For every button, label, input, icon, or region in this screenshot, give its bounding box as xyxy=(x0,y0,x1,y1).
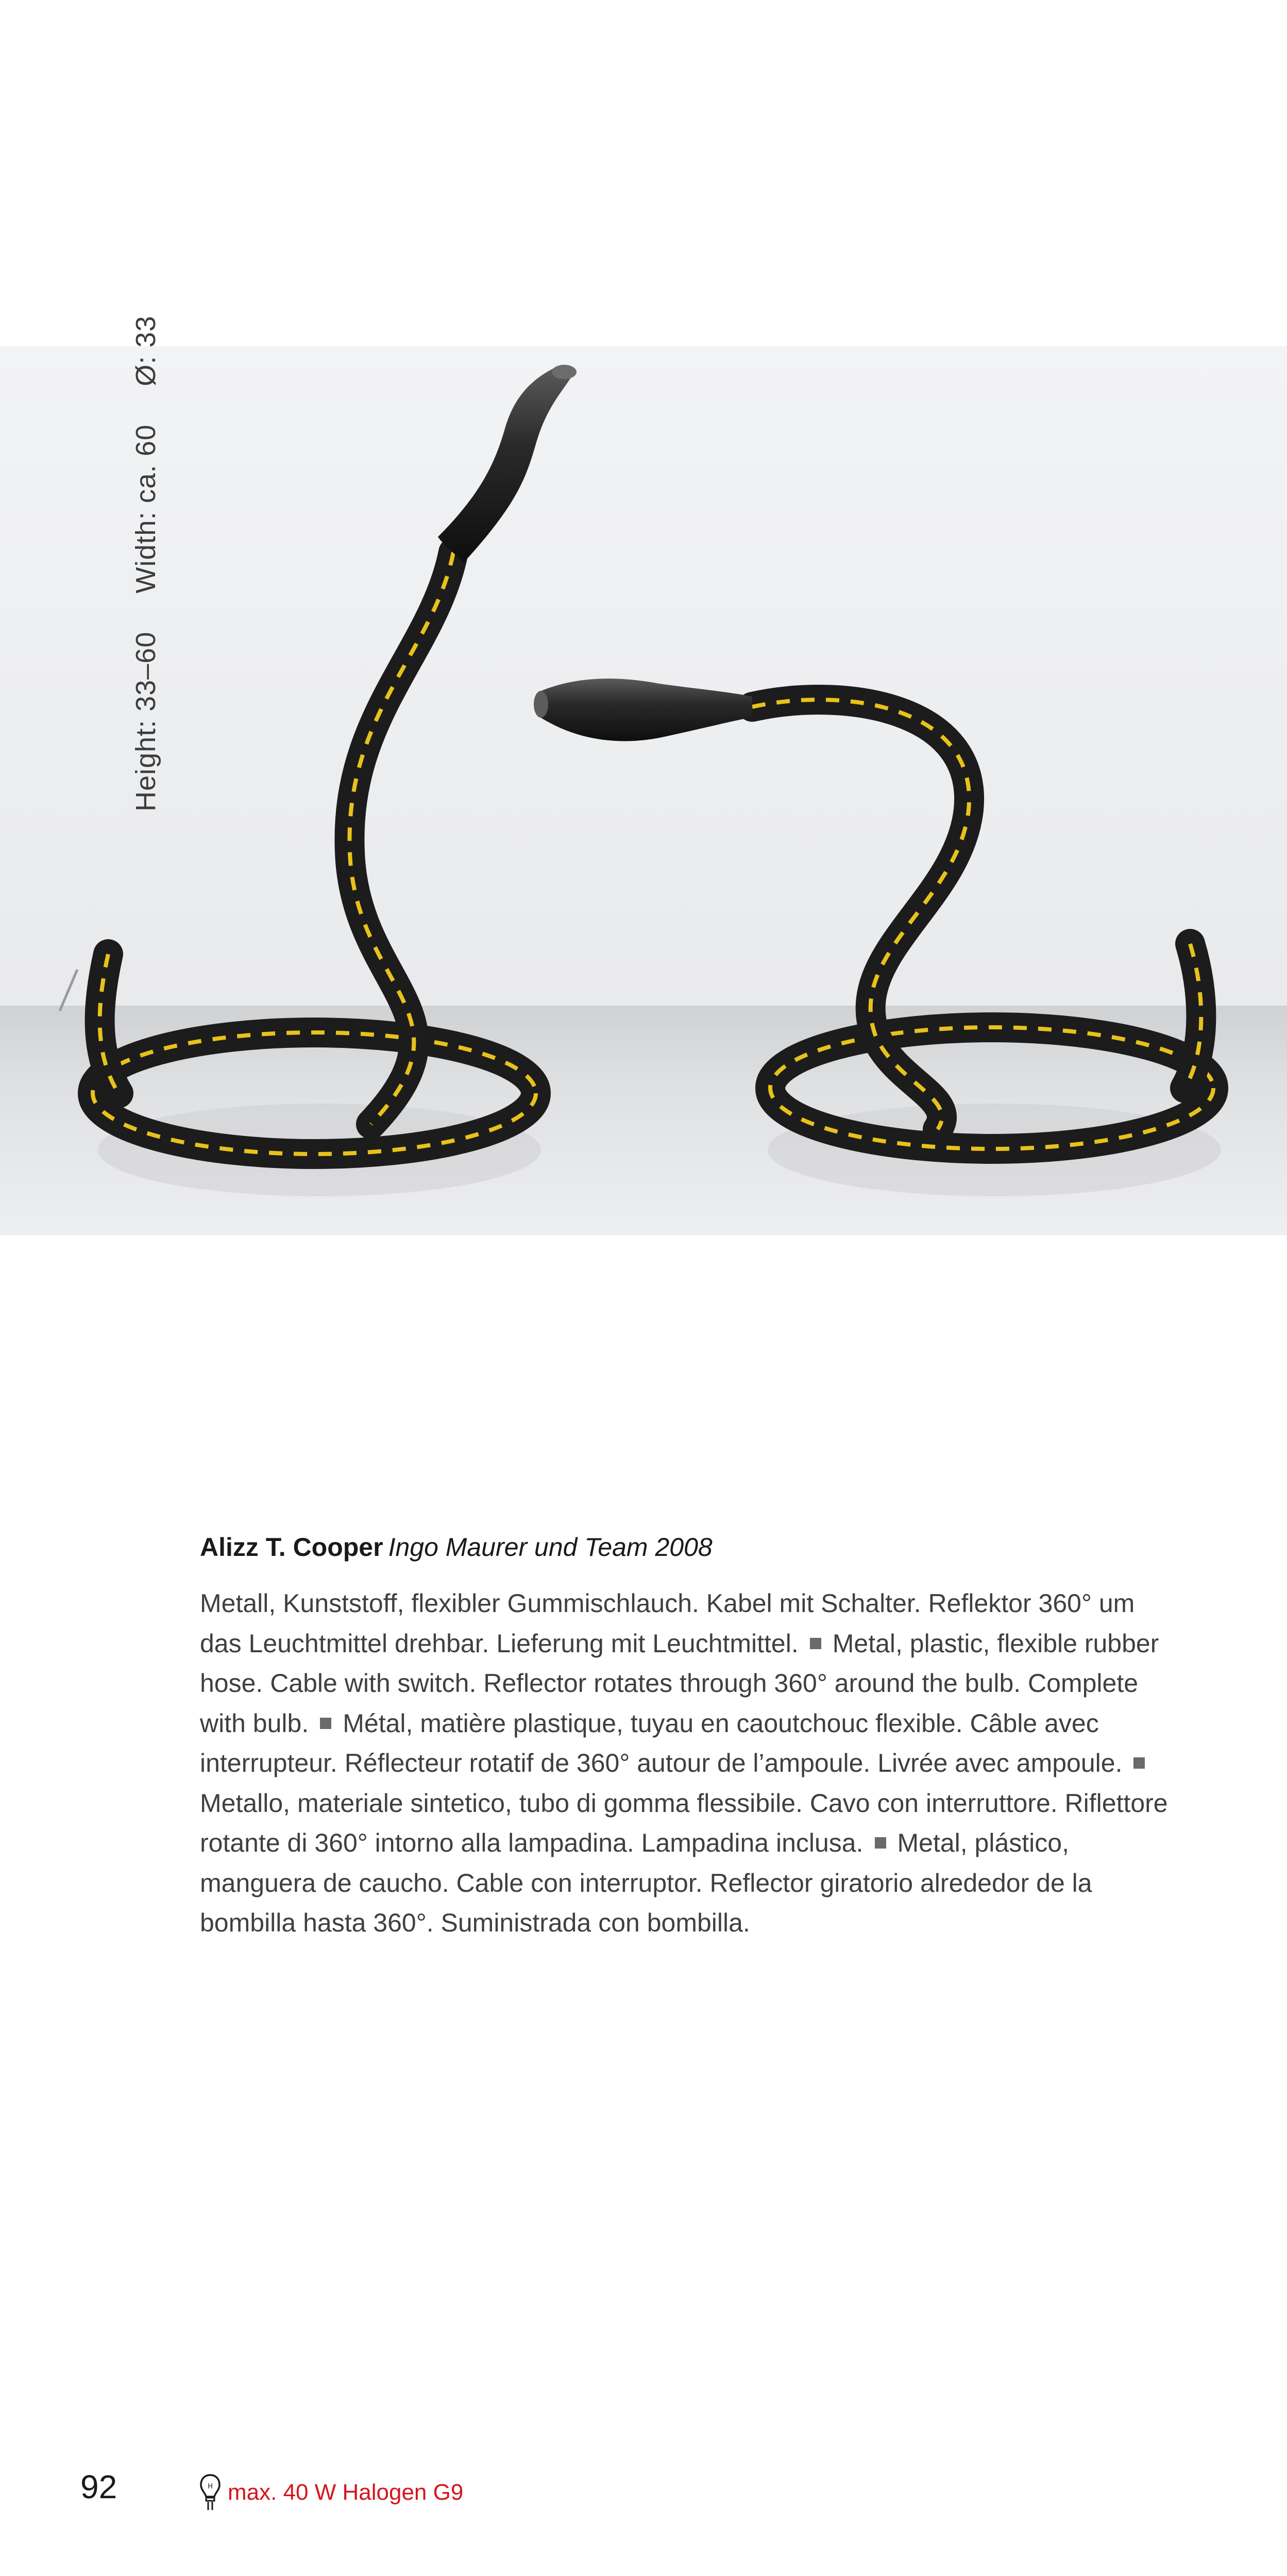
halogen-bulb-icon xyxy=(199,2473,222,2512)
dimensions-label xyxy=(130,315,162,811)
description-french: Métal, matière plastique, tuyau en caoutchouc flexible. Câble avec interrupteur. Réflecteur rotatif de 360° autour de l’ampoule. Livrée avec ampoule. xyxy=(200,1708,1123,1777)
width-dimension: Width: ca. 60 xyxy=(130,424,161,594)
product-heading xyxy=(200,1529,1179,1565)
product-description xyxy=(200,1584,1179,1943)
separator-square xyxy=(810,1638,821,1649)
product-name: Alizz T. Cooper xyxy=(200,1533,383,1562)
description-spanish: Metal, plástico, manguera de caucho. Cable con interruptor. Reflector giratorio alrededor de la bombilla hasta 360°. Suministrada con bombilla. xyxy=(200,1828,1092,1937)
diameter-dimension: Ø: 33 xyxy=(130,315,161,386)
product-designer: Ingo Maurer und Team 2008 xyxy=(388,1533,713,1562)
description-german: Metall, Kunststoff, flexibler Gummischlauch. Kabel mit Schalter. Reflektor 360° um das Leuchtmittel drehbar. Lieferung mit Leuchtmittel. xyxy=(200,1589,1135,1658)
product-caption xyxy=(200,1529,1179,1943)
svg-text:H: H xyxy=(208,2483,213,2490)
product-photo xyxy=(0,346,1287,1235)
height-dimension: Height: 33–60 xyxy=(130,631,161,811)
description-english: Metal, plastic, flexible rubber hose. Cable with switch. Reflector rotates through 360° around the bulb. Complete with bulb. xyxy=(200,1629,1159,1738)
description-italian: Metallo, materiale sintetico, tubo di gomma flessibile. Cavo con interruttore. Riflettore rotante di 360° intorno alla lampadina. Lampadina inclusa. xyxy=(200,1788,1168,1857)
separator-square xyxy=(1133,1757,1145,1769)
page-number: 92 xyxy=(80,2468,117,2505)
separator-square xyxy=(320,1718,331,1729)
bulb-spec-text: max. 40 W Halogen G9 xyxy=(228,2480,464,2505)
lamp-photo-illustration xyxy=(0,346,1287,1235)
separator-square xyxy=(875,1837,886,1849)
bulb-info xyxy=(199,2473,463,2512)
